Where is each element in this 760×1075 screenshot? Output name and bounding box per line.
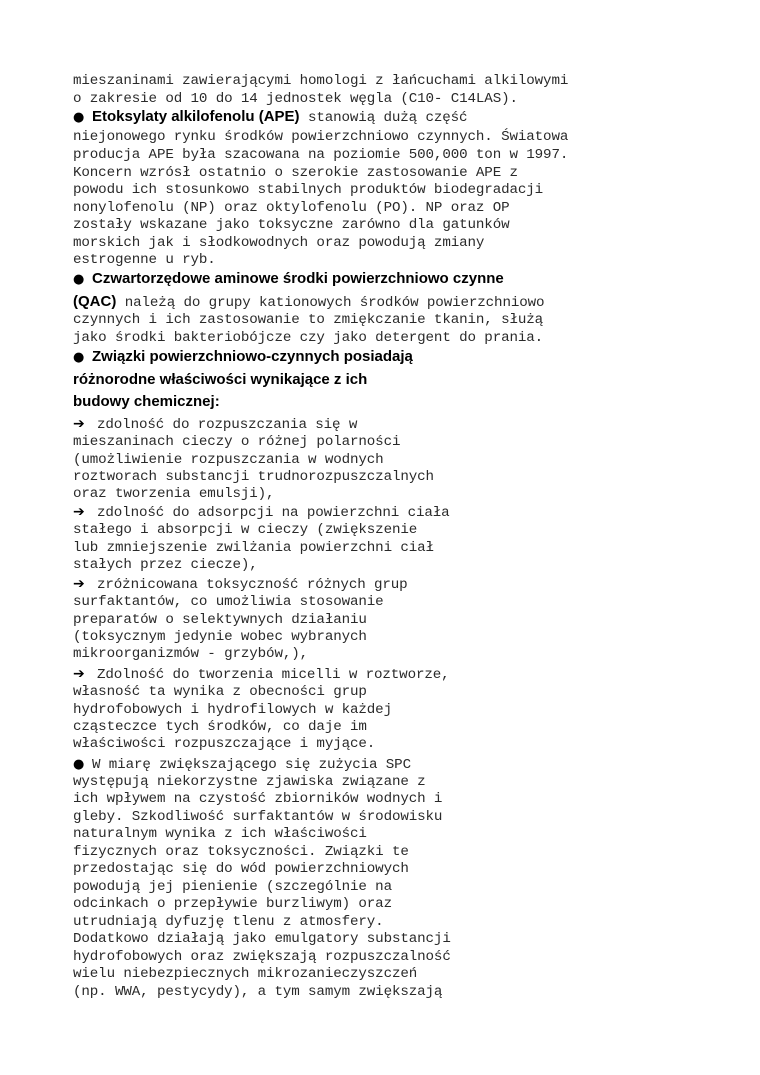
text-line: roztworach substancji trudnorozpuszczalnych (73, 469, 434, 485)
arrow-right-icon: ➔ (73, 504, 85, 520)
text-line: Dodatkowo działają jako emulgatory substancji (73, 931, 451, 947)
text-line: hydrofobowych i hydrofilowych w każdej (73, 702, 392, 718)
text-line: lub zmniejszenie zwilżania powierzchni ciał (73, 540, 434, 556)
text-line: cząsteczce tych środków, co daje im (73, 719, 367, 735)
arrow-right-icon: ➔ (73, 666, 85, 682)
text-line: ich wpływem na czystość zbiorników wodnych i (73, 791, 443, 807)
text-line: surfaktantów, co umożliwia stosowanie (73, 594, 384, 610)
text-line: fizycznych oraz toksyczności. Związki te (73, 844, 409, 860)
text-line: hydrofobowych oraz zwiększają rozpuszczalność (73, 949, 451, 965)
text-line: czynnych i ich zastosowanie to zmiękczanie tkanin, służą (73, 312, 544, 328)
text-line: (np. WWA, pestycydy), a tym samym zwiększają (73, 984, 443, 1000)
text-line: oraz tworzenia emulsji), (73, 486, 275, 502)
text-line: morskich jak i słodkowodnych oraz powodują zmiany (73, 235, 485, 251)
bullet-icon: ● (73, 757, 85, 772)
arrow-right-icon: ➔ (73, 576, 85, 592)
text-line: właściwości rozpuszczające i myjące. (73, 736, 376, 752)
arrow-item: ➔ Zdolność do tworzenia micelli w roztworze, (73, 666, 450, 683)
bullet-item-spc: ● W miarę zwiększającego się zużycia SPC (73, 757, 411, 773)
text-line: przedostając się do wód powierzchniowych (73, 861, 409, 877)
text-line: mikroorganizmów - grzybów,), (73, 646, 309, 662)
arrow-item: ➔ zdolność do rozpuszczania się w (73, 416, 358, 433)
text-line: Koncern wzrósł ostatnio o szerokie zastosowanie APE z (73, 165, 518, 181)
text-line: nonylofenolu (NP) oraz oktylofenolu (PO). NP oraz OP (73, 200, 510, 216)
text-line: gleby. Szkodliwość surfaktantów w środowisku (73, 809, 443, 825)
text-line: (QAC) należą do grupy kationowych środków powierzchniowo (73, 293, 545, 311)
bullet-item-qac (73, 270, 504, 288)
text-line: utrudniają dyfuzję tlenu z atmosfery. (73, 914, 384, 930)
arrow-item: ➔ zdolność do adsorpcji na powierzchni ciała (73, 504, 450, 521)
text-line: występują niekorzystne zjawiska związane z (73, 774, 426, 790)
text-line: estrogenne u ryb. (73, 252, 216, 268)
section-heading: budowy chemicznej: (73, 393, 220, 410)
text-line: stałych przez ciecze), (73, 557, 258, 573)
bullet-icon: ● (73, 272, 85, 287)
text-line: powodują jej pienienie (szczególnie na (73, 879, 392, 895)
arrow-item: ➔ zróżnicowana toksyczność różnych grup (73, 576, 408, 593)
arrow-right-icon: ➔ (73, 416, 85, 432)
text-line: producja APE była szacowana na poziomie 500,000 ton w 1997. (73, 147, 569, 163)
term-ape: Etoksylaty alkilofenolu (APE) (92, 108, 300, 125)
text-line: niejonowego rynku środków powierzchniowo czynnych. Światowa (73, 129, 569, 145)
text-line: (umożliwienie rozpuszczania w wodnych (73, 452, 384, 468)
text-line: o zakresie od 10 do 14 jednostek węgla (C10- C14LAS). (73, 91, 518, 107)
bullet-item-properties (73, 348, 413, 366)
term-qac-abbr: (QAC) (73, 293, 117, 310)
text-line: jako środki bakteriobójcze czy jako detergent do prania. (73, 330, 544, 346)
text-line: stanowią dużą część (299, 110, 468, 126)
text-line: naturalnym wynika z ich właściwości (73, 826, 367, 842)
text-line: preparatów o selektywnych działaniu (73, 612, 367, 628)
bullet-item-ape (73, 108, 467, 126)
text-line: stałego i absorpcji w cieczy (zwiększenie (73, 522, 418, 538)
bullet-icon: ● (73, 110, 85, 125)
text-line: własność ta wynika z obecności grup (73, 684, 367, 700)
text-line: odcinkach o przepływie burzliwym) oraz (73, 896, 392, 912)
text-line: powodu ich stosunkowo stabilnych produktów biodegradacji (73, 182, 544, 198)
text-line: wielu niebezpiecznych mikrozanieczyszczeń (73, 966, 418, 982)
text-line: mieszaninami zawierającymi homologi z łańcuchami alkilowymi (73, 73, 569, 89)
text-line: (toksycznym jedynie wobec wybranych (73, 629, 367, 645)
text-line: zostały wskazane jako toksyczne zarówno dla gatunków (73, 217, 510, 233)
bullet-icon: ● (73, 350, 85, 365)
text-line: mieszaninach cieczy o różnej polarności (73, 434, 401, 450)
section-heading: Związki powierzchniowo-czynnych posiadają (92, 348, 413, 365)
term-qac: Czwartorzędowe aminowe środki powierzchniowo czynne (92, 270, 504, 287)
section-heading: różnorodne właściwości wynikające z ich (73, 371, 368, 388)
